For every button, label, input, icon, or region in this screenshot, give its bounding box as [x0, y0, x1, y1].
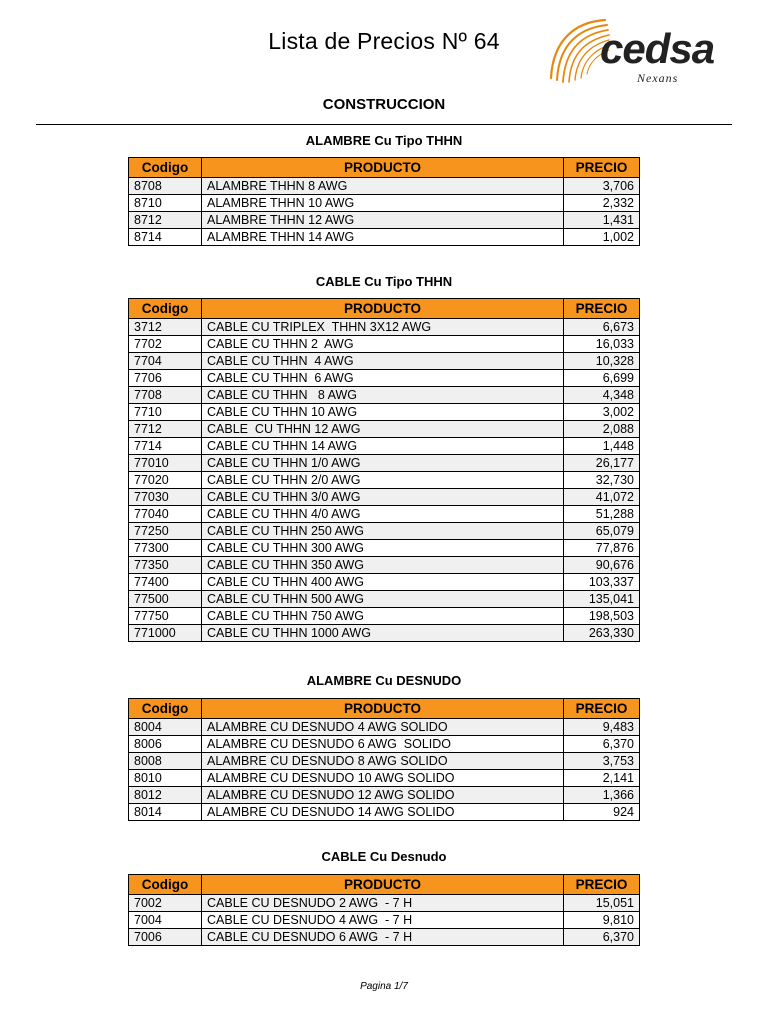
- price-table-cable-thhn: [128, 298, 640, 642]
- cell-price: 65,079: [564, 523, 640, 540]
- cell-product: CABLE CU THHN 1000 AWG: [202, 625, 564, 642]
- section-heading: CONSTRUCCION: [322, 96, 446, 113]
- cell-price: 1,002: [564, 229, 640, 246]
- cell-price: 6,699: [564, 370, 640, 387]
- cell-code: 7706: [129, 370, 202, 387]
- table-row: [129, 353, 640, 370]
- cell-code: 3712: [129, 319, 202, 336]
- header-precio: PRECIO: [564, 158, 640, 178]
- cell-product: CABLE CU THHN 12 AWG: [202, 421, 564, 438]
- cell-price: 51,288: [564, 506, 640, 523]
- cell-product: CABLE CU THHN 350 AWG: [202, 557, 564, 574]
- cell-code: 77750: [129, 608, 202, 625]
- price-table-alambre-desnudo: [128, 698, 640, 821]
- cell-product: CABLE CU DESNUDO 6 AWG - 7 H: [202, 929, 564, 946]
- table-title: ALAMBRE Cu DESNUDO: [306, 673, 462, 688]
- cell-price: 1,431: [564, 212, 640, 229]
- table-row: [129, 319, 640, 336]
- cell-code: 7002: [129, 895, 202, 912]
- header-codigo: Codigo: [129, 299, 202, 319]
- cell-code: 771000: [129, 625, 202, 642]
- cell-code: 7712: [129, 421, 202, 438]
- header-producto: PRODUCTO: [202, 299, 564, 319]
- cell-product: CABLE CU THHN 3/0 AWG: [202, 489, 564, 506]
- table-row: [129, 804, 640, 821]
- table-row: [129, 455, 640, 472]
- table-row: [129, 404, 640, 421]
- table-row: [129, 489, 640, 506]
- cell-code: 77020: [129, 472, 202, 489]
- cell-code: 7714: [129, 438, 202, 455]
- cell-price: 3,753: [564, 753, 640, 770]
- cell-price: 2,141: [564, 770, 640, 787]
- cell-code: 77010: [129, 455, 202, 472]
- table-row: [129, 438, 640, 455]
- cell-price: 135,041: [564, 591, 640, 608]
- table-row: [129, 421, 640, 438]
- header-precio: PRECIO: [564, 875, 640, 895]
- table-row: [129, 472, 640, 489]
- cell-price: 103,337: [564, 574, 640, 591]
- table-row: [129, 387, 640, 404]
- table-row: [129, 212, 640, 229]
- cell-product: ALAMBRE CU DESNUDO 10 AWG SOLIDO: [202, 770, 564, 787]
- cell-code: 8006: [129, 736, 202, 753]
- cell-price: 15,051: [564, 895, 640, 912]
- cell-product: CABLE CU DESNUDO 2 AWG - 7 H: [202, 895, 564, 912]
- cell-product: CABLE CU DESNUDO 4 AWG - 7 H: [202, 912, 564, 929]
- cell-code: 77040: [129, 506, 202, 523]
- cell-price: 924: [564, 804, 640, 821]
- cell-price: 4,348: [564, 387, 640, 404]
- table-title: CABLE Cu Tipo THHN: [315, 274, 453, 289]
- table-row: [129, 336, 640, 353]
- cell-price: 3,002: [564, 404, 640, 421]
- table-row: [129, 540, 640, 557]
- cell-product: CABLE CU THHN 2/0 AWG: [202, 472, 564, 489]
- table-row: [129, 591, 640, 608]
- cell-code: 8014: [129, 804, 202, 821]
- cell-code: 8004: [129, 719, 202, 736]
- cell-code: 8708: [129, 178, 202, 195]
- cell-code: 77350: [129, 557, 202, 574]
- table-row: [129, 736, 640, 753]
- page-footer: Pagina 1/7: [360, 981, 408, 992]
- cell-price: 41,072: [564, 489, 640, 506]
- cell-product: CABLE CU THHN 1/0 AWG: [202, 455, 564, 472]
- table-row: [129, 753, 640, 770]
- cell-price: 263,330: [564, 625, 640, 642]
- cell-price: 3,706: [564, 178, 640, 195]
- cell-product: CABLE CU TRIPLEX THHN 3X12 AWG: [202, 319, 564, 336]
- table-row: [129, 178, 640, 195]
- cell-product: CABLE CU THHN 14 AWG: [202, 438, 564, 455]
- cell-code: 7004: [129, 912, 202, 929]
- cell-price: 1,448: [564, 438, 640, 455]
- cell-price: 1,366: [564, 787, 640, 804]
- cell-product: ALAMBRE THHN 12 AWG: [202, 212, 564, 229]
- table-row: [129, 787, 640, 804]
- cell-product: ALAMBRE CU DESNUDO 14 AWG SOLIDO: [202, 804, 564, 821]
- table-row: [129, 719, 640, 736]
- cell-code: 7702: [129, 336, 202, 353]
- cell-price: 6,673: [564, 319, 640, 336]
- header-producto: PRODUCTO: [202, 158, 564, 178]
- cell-code: 77300: [129, 540, 202, 557]
- cell-price: 6,370: [564, 929, 640, 946]
- cell-product: ALAMBRE CU DESNUDO 12 AWG SOLIDO: [202, 787, 564, 804]
- cell-price: 10,328: [564, 353, 640, 370]
- header-codigo: Codigo: [129, 158, 202, 178]
- cell-product: CABLE CU THHN 300 AWG: [202, 540, 564, 557]
- cedsa-logo: [545, 16, 715, 94]
- cell-code: 77030: [129, 489, 202, 506]
- cell-code: 77400: [129, 574, 202, 591]
- cell-product: CABLE CU THHN 400 AWG: [202, 574, 564, 591]
- table-row: [129, 895, 640, 912]
- table-row: [129, 506, 640, 523]
- table-row: [129, 574, 640, 591]
- table-row: [129, 625, 640, 642]
- cell-product: CABLE CU THHN 2 AWG: [202, 336, 564, 353]
- cell-product: CABLE CU THHN 8 AWG: [202, 387, 564, 404]
- logo-subtitle: Nexans: [637, 71, 679, 85]
- cell-product: ALAMBRE CU DESNUDO 8 AWG SOLIDO: [202, 753, 564, 770]
- divider: [36, 124, 732, 125]
- table-row: [129, 770, 640, 787]
- cell-product: CABLE CU THHN 250 AWG: [202, 523, 564, 540]
- header-codigo: Codigo: [129, 875, 202, 895]
- table-row: [129, 195, 640, 212]
- cell-code: 7704: [129, 353, 202, 370]
- cell-price: 198,503: [564, 608, 640, 625]
- price-table-cable-desnudo: [128, 874, 640, 946]
- cell-product: CABLE CU THHN 4/0 AWG: [202, 506, 564, 523]
- cell-code: 8710: [129, 195, 202, 212]
- table-row: [129, 523, 640, 540]
- cell-code: 8712: [129, 212, 202, 229]
- header-producto: PRODUCTO: [202, 875, 564, 895]
- cell-code: 7710: [129, 404, 202, 421]
- header-producto: PRODUCTO: [202, 699, 564, 719]
- cell-price: 16,033: [564, 336, 640, 353]
- cell-code: 8012: [129, 787, 202, 804]
- table-title: CABLE Cu Desnudo: [321, 849, 447, 864]
- page-title: Lista de Precios Nº 64: [268, 28, 500, 54]
- table-row: [129, 608, 640, 625]
- cell-product: ALAMBRE THHN 14 AWG: [202, 229, 564, 246]
- logo-wordmark: cedsa: [600, 25, 715, 72]
- table-row: [129, 229, 640, 246]
- cell-product: ALAMBRE THHN 10 AWG: [202, 195, 564, 212]
- cell-code: 7708: [129, 387, 202, 404]
- cell-product: CABLE CU THHN 500 AWG: [202, 591, 564, 608]
- cell-code: 7006: [129, 929, 202, 946]
- header-precio: PRECIO: [564, 699, 640, 719]
- cell-price: 2,088: [564, 421, 640, 438]
- header-precio: PRECIO: [564, 299, 640, 319]
- cell-product: ALAMBRE CU DESNUDO 4 AWG SOLIDO: [202, 719, 564, 736]
- cell-product: CABLE CU THHN 4 AWG: [202, 353, 564, 370]
- cell-code: 77500: [129, 591, 202, 608]
- cell-price: 26,177: [564, 455, 640, 472]
- table-title: ALAMBRE Cu Tipo THHN: [305, 133, 463, 148]
- header-codigo: Codigo: [129, 699, 202, 719]
- table-row: [129, 370, 640, 387]
- cell-code: 77250: [129, 523, 202, 540]
- cell-code: 8714: [129, 229, 202, 246]
- cell-price: 9,810: [564, 912, 640, 929]
- table-row: [129, 929, 640, 946]
- table-row: [129, 912, 640, 929]
- cell-price: 9,483: [564, 719, 640, 736]
- price-table-alambre-thhn: [128, 157, 640, 246]
- cell-product: CABLE CU THHN 6 AWG: [202, 370, 564, 387]
- cell-price: 77,876: [564, 540, 640, 557]
- cell-price: 6,370: [564, 736, 640, 753]
- cell-product: ALAMBRE THHN 8 AWG: [202, 178, 564, 195]
- cell-price: 2,332: [564, 195, 640, 212]
- cell-code: 8010: [129, 770, 202, 787]
- cell-price: 32,730: [564, 472, 640, 489]
- table-row: [129, 557, 640, 574]
- cell-code: 8008: [129, 753, 202, 770]
- cell-product: ALAMBRE CU DESNUDO 6 AWG SOLIDO: [202, 736, 564, 753]
- cell-product: CABLE CU THHN 750 AWG: [202, 608, 564, 625]
- cell-price: 90,676: [564, 557, 640, 574]
- cell-product: CABLE CU THHN 10 AWG: [202, 404, 564, 421]
